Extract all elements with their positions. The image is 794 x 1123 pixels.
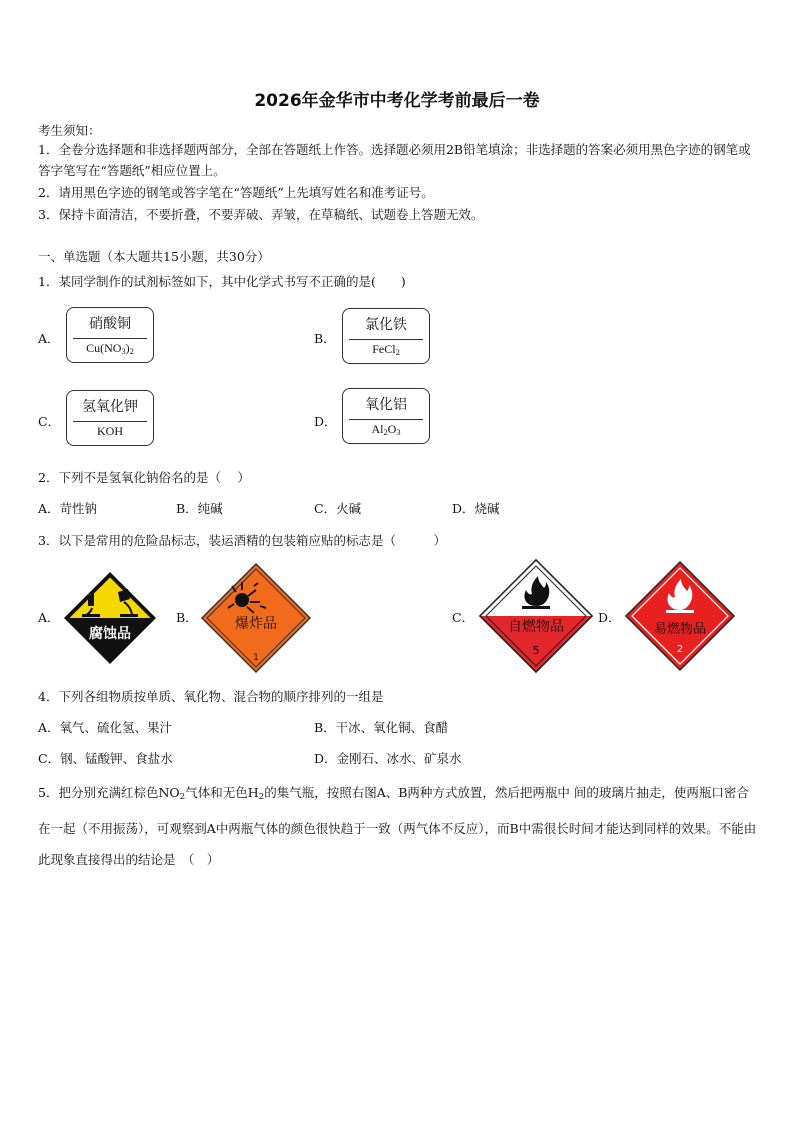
spontaneous-sign-text: 自燃物品	[508, 619, 564, 635]
flammable-sign-icon	[624, 560, 736, 672]
spontaneous-sign-number: 5	[532, 644, 540, 657]
label-divider	[349, 339, 423, 340]
notice-item-3: 3．保持卡面清洁，不要折叠，不要弄破、弄皱，在草稿纸、试题卷上答题无效。	[38, 207, 484, 222]
label-formula: $Al_2O_3$	[371, 422, 401, 438]
question-2-stem: 2．下列不是氢氧化钠俗名的是（ ）	[38, 470, 250, 485]
q1-option-c-letter: C．	[38, 414, 61, 429]
notice-item-1: 1．全卷分选择题和非选择题两部分，全部在答题纸上作答。选择题必须用2B铅笔填涂；非选择题的答案必须用黑色字迹的钢笔或答字笔写在“答题纸”相应位置上。	[38, 142, 751, 178]
explosive-sign-text: 爆炸品	[235, 616, 277, 632]
q1-label-c	[66, 390, 154, 446]
label-divider	[73, 338, 147, 339]
q1-option-b-letter: B．	[314, 331, 336, 346]
label-divider	[73, 421, 147, 422]
label-divider	[349, 419, 423, 420]
q1-option-a-letter: A．	[38, 331, 60, 346]
q1-label-a	[66, 307, 154, 363]
q2-option-c: C．火碱	[314, 501, 362, 516]
question-4-stem: 4．下列各组物质按单质、氧化物、混合物的顺序排列的一组是	[38, 689, 384, 704]
label-name: 硝酸铜	[89, 316, 131, 332]
notice-item-2: 2．请用黑色字迹的钢笔或答字笔在“答题纸”上先填写姓名和准考证号。	[38, 185, 434, 200]
question-5-stem: 5．把分别充满红棕色$NO_2$气体和无色$H_2$的集气瓶，按照右图A、B两种方式放置，然后把两瓶中 间的玻璃片抽走，使两瓶口密合在一起（不用振荡），可观察到A中两瓶气体的颜色很快趋于一致（两气体不反应），而B中需很长时间才能达到同样的效果。不能由此现象直接得出的结论是 （ ）	[38, 785, 757, 868]
q4-option-d: D．金刚石、冰水、矿泉水	[314, 751, 462, 766]
label-name: 氢氧化钾	[82, 399, 138, 415]
label-name: 氯化铁	[365, 317, 407, 333]
notice-heading: 考生须知：	[38, 123, 101, 138]
q4-option-a: A．氧气、硫化氢、果汁	[38, 720, 173, 735]
q1-option-d-letter: D．	[314, 414, 337, 429]
q1-label-d	[342, 388, 430, 444]
label-formula: FeCl$_2$	[372, 342, 400, 358]
q2-option-b: B．纯碱	[176, 501, 223, 516]
explosive-sign-number: 1	[253, 653, 259, 663]
section-heading: 一、单选题（本大题共15小题，共30分）	[38, 249, 270, 264]
label-formula: $Cu(NO_3)_2$	[86, 341, 134, 357]
question-1-stem: 1．某同学制作的试剂标签如下，其中化学式书写不正确的是( )	[38, 274, 406, 289]
q2-option-a: A．苛性钠	[38, 501, 98, 516]
q1-label-b	[342, 308, 430, 364]
explosive-sign-icon	[200, 562, 312, 674]
label-name: 氧化铝	[365, 397, 407, 413]
flammable-sign-number: 2	[676, 644, 684, 655]
q3-option-d-letter: D．	[598, 610, 621, 625]
q4-option-c: C．钢、锰酸钾、食盐水	[38, 751, 173, 766]
q4-option-b: B．干冰、氧化铜、食醋	[314, 720, 449, 735]
flammable-sign-text: 易燃物品	[653, 622, 707, 637]
q3-option-b-letter: B．	[176, 610, 198, 625]
q3-option-c-letter: C．	[452, 610, 475, 625]
page-title: 2026年金华市中考化学考前最后一卷	[254, 91, 540, 111]
question-3-stem: 3．以下是常用的危险品标志，装运酒精的包装箱应贴的标志是（ ）	[38, 533, 446, 548]
label-formula: KOH	[97, 424, 123, 438]
q2-option-d: D．烧碱	[452, 501, 500, 516]
corrosive-sign-icon	[62, 570, 158, 666]
corrosive-sign-text: 腐蚀品	[89, 626, 131, 642]
spontaneous-combustion-sign-icon	[478, 558, 594, 674]
q3-option-a-letter: A．	[38, 610, 60, 625]
